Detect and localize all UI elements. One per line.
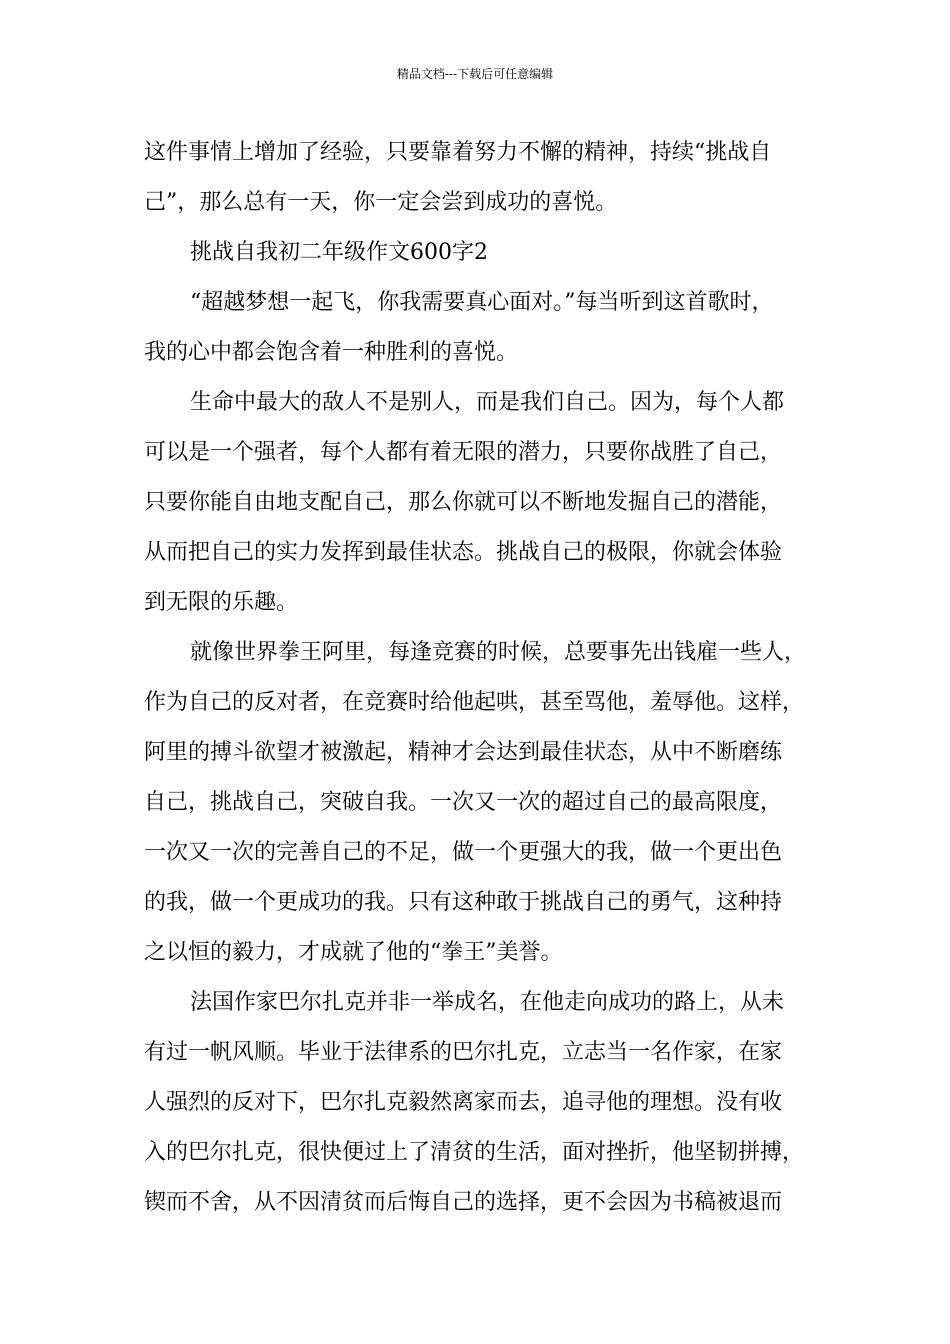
text-line: 一次又一次的完善自己的不足，做一个更强大的我，做一个更出色 xyxy=(144,840,783,865)
text-line: 锲而不舍，从不因清贫而后悔自己的选择，更不会因为书稿被退而 xyxy=(144,1190,783,1215)
text-line: 己”，那么总有一天，你一定会尝到成功的喜悦。 xyxy=(144,190,618,215)
text-line: 只要你能自由地支配自己，那么你就可以不断地发掘自己的潜能， xyxy=(144,490,783,515)
text-line: 的我，做一个更成功的我。只有这种敢于挑战自己的勇气，这种持 xyxy=(144,890,783,915)
text-line: 自己，挑战自己，突破自我。一次又一次的超过自己的最高限度， xyxy=(144,790,783,815)
text-line: 之以恒的毅力，才成就了他的“拳王”美誉。 xyxy=(144,940,563,965)
document-body xyxy=(144,128,828,1228)
text-line: 法国作家巴尔扎克并非一举成名，在他走向成功的路上，从未 xyxy=(190,990,785,1015)
page-header: 精品文档---下载后可任意编辑 xyxy=(396,67,554,81)
text-line: 阿里的搏斗欲望才被激起，精神才会达到最佳状态，从中不断磨练 xyxy=(144,740,783,765)
text-line: 可以是一个强者，每个人都有着无限的潜力，只要你战胜了自己， xyxy=(144,440,783,465)
text-line: 生命中最大的敌人不是别人，而是我们自己。因为，每个人都 xyxy=(190,390,785,415)
text-line: 我的心中都会饱含着一种胜利的喜悦。 xyxy=(144,340,519,365)
text-line: 人强烈的反对下，巴尔扎克毅然离家而去，追寻他的理想。没有收 xyxy=(144,1090,783,1115)
text-line: 入的巴尔扎克，很快便过上了清贫的生活，面对挫折，他坚韧拼搏， xyxy=(144,1140,805,1165)
text-line: 从而把自己的实力发挥到最佳状态。挑战自己的极限，你就会体验 xyxy=(144,540,783,565)
text-line: 挑战自我初二年级作文600字2 xyxy=(190,240,488,265)
text-line: 有过一帆风顺。毕业于法律系的巴尔扎克，立志当一名作家，在家 xyxy=(144,1040,783,1065)
text-line: 这件事情上增加了经验，只要靠着努力不懈的精神，持续“挑战自 xyxy=(144,140,772,165)
text-line: “超越梦想一起飞，你我需要真心面对。”每当听到这首歌时， xyxy=(190,290,774,315)
text-line: 到无限的乐趣。 xyxy=(144,590,299,615)
text-line: 作为自己的反对者，在竞赛时给他起哄，甚至骂他，羞辱他。这样， xyxy=(144,690,805,715)
text-line: 就像世界拳王阿里，每逢竞赛的时候，总要事先出钱雇一些人， xyxy=(190,640,807,665)
